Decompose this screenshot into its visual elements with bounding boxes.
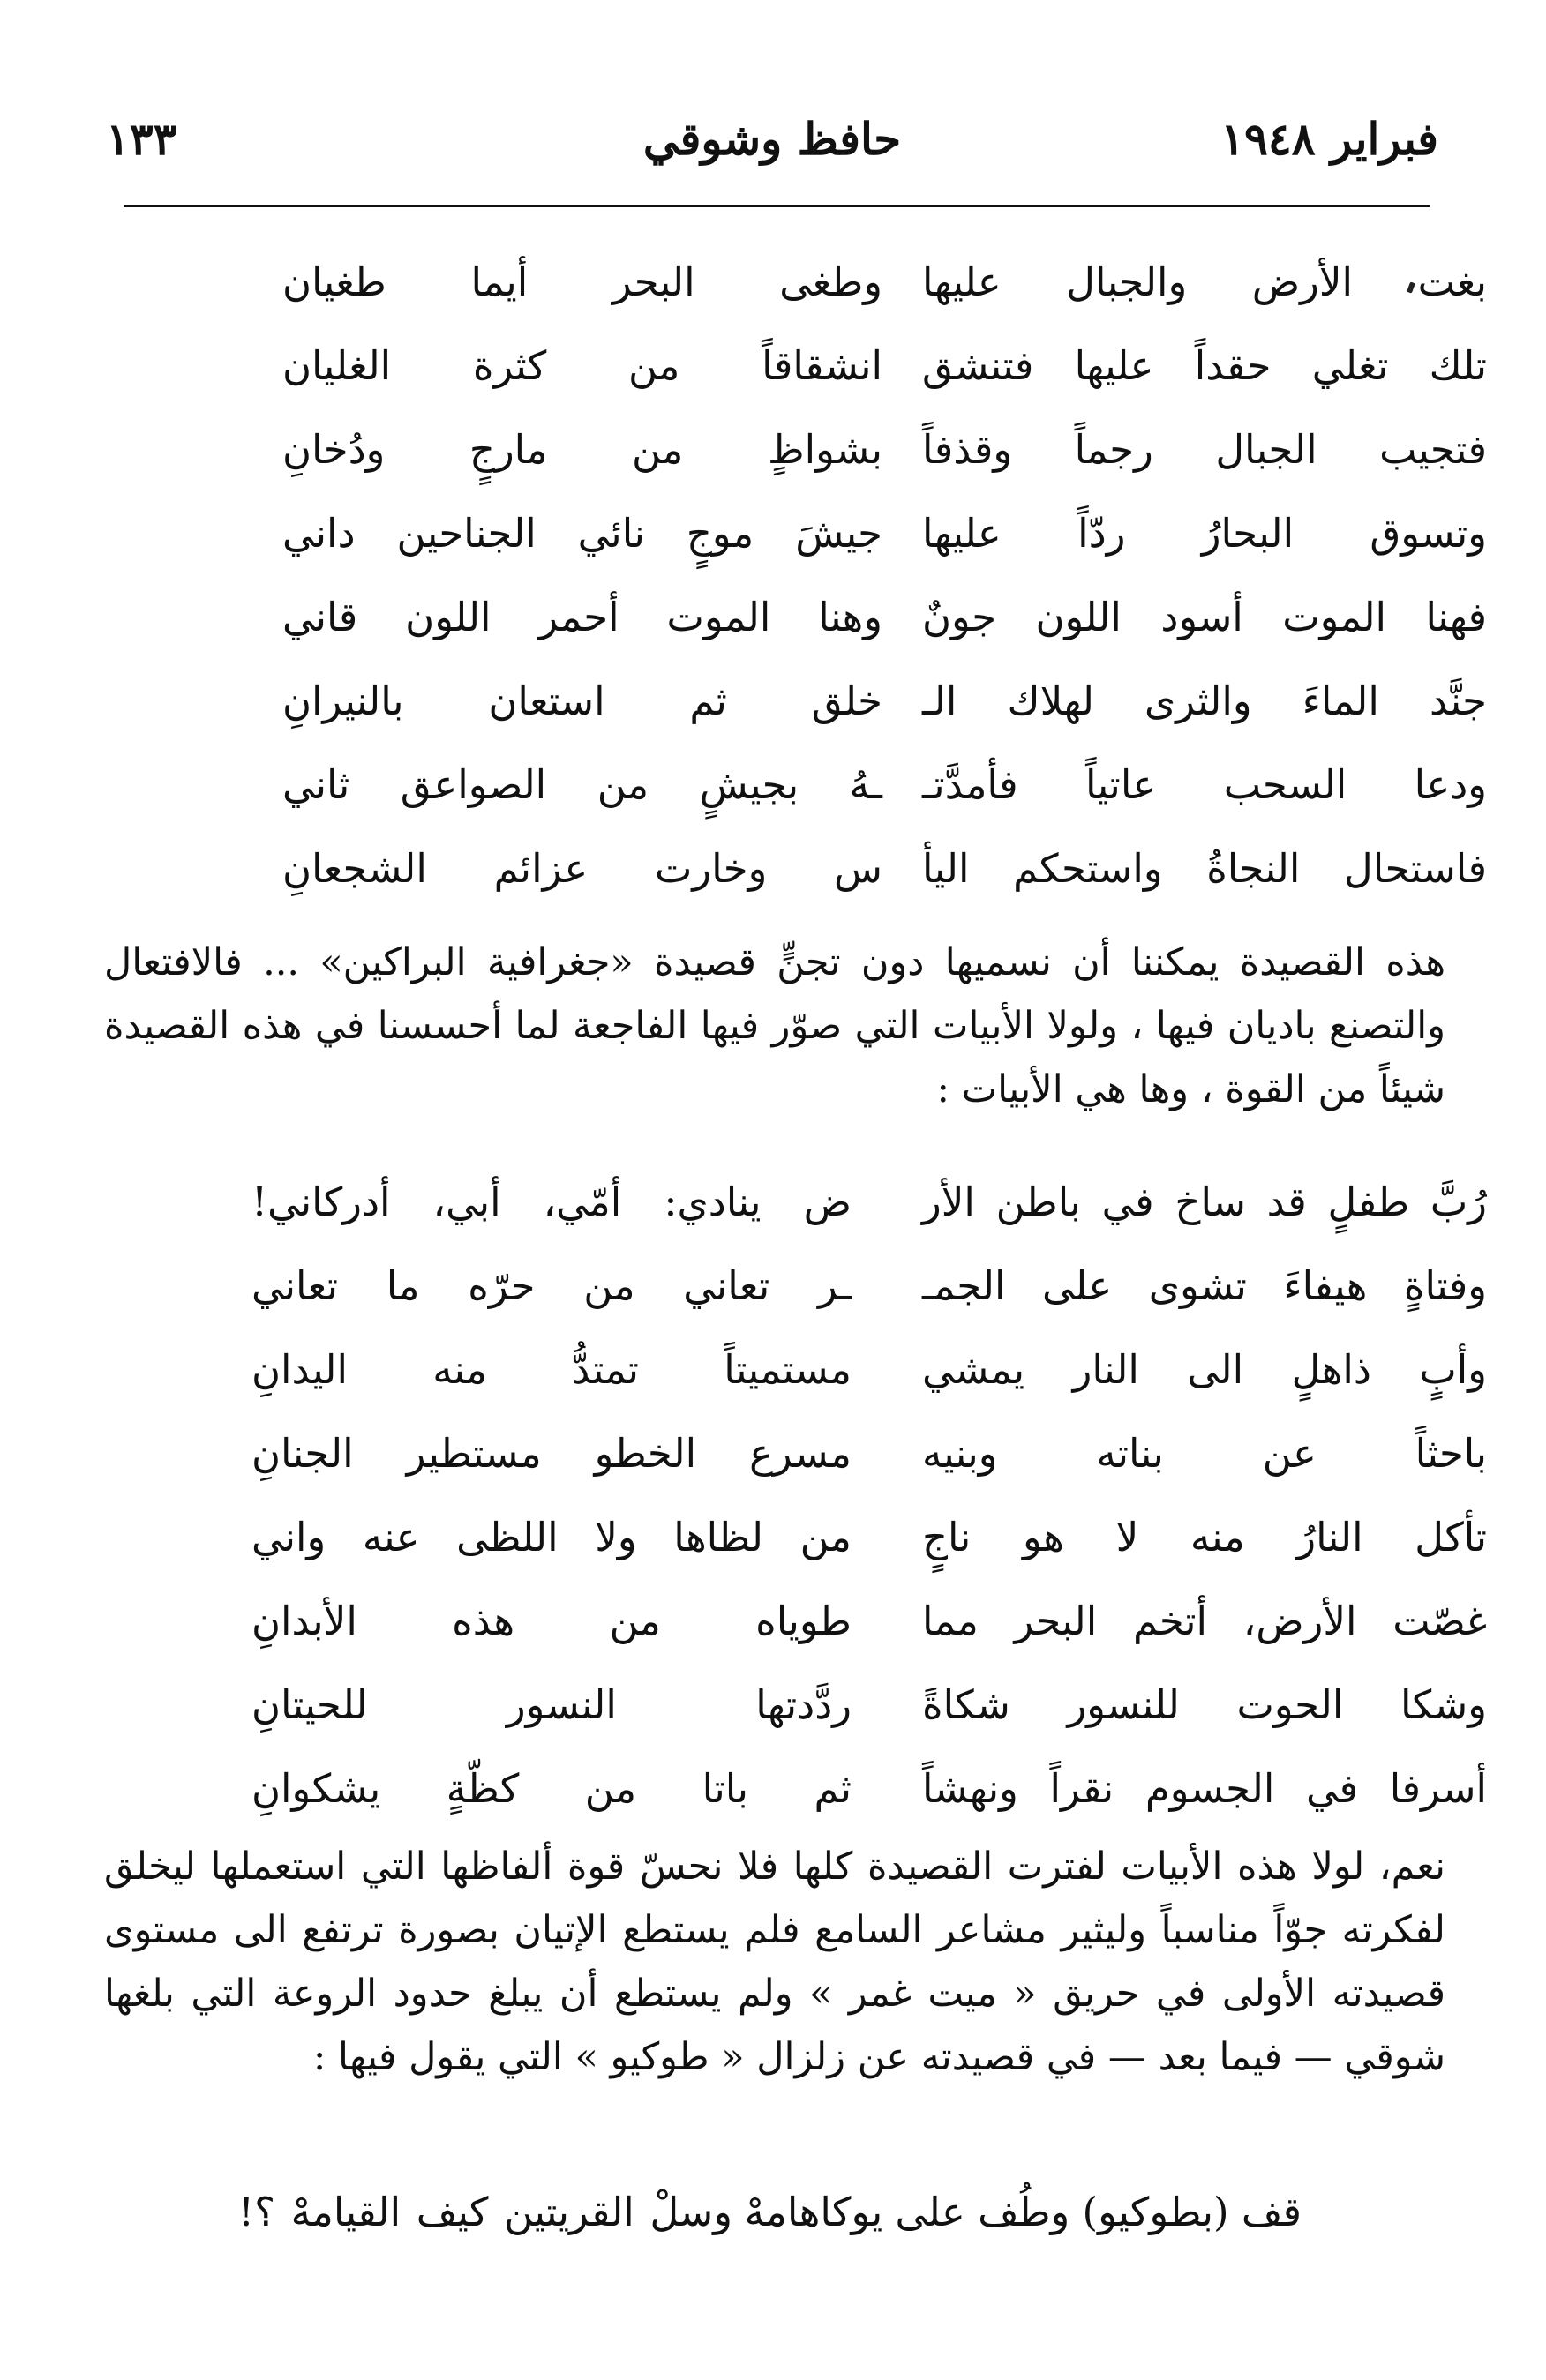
- hemistich-first: جنَّد الماءَ والثرى لهلاك الـ: [922, 677, 1487, 724]
- hemistich-second: جيشَ موجٍ نائي الجناحين داني: [282, 510, 882, 557]
- hemistich-first: غصّت الأرض، أتخم البحر مما: [922, 1598, 1487, 1644]
- hemistich-first: ودعا السحب عاتياً فأمدَّتـ: [922, 761, 1487, 808]
- hemistich-second: مستميتاً تمتدُّ منه اليدانِ: [251, 1346, 852, 1393]
- hemistich-first: وأبٍ ذاهلٍ الى النار يمشي: [922, 1346, 1487, 1393]
- verse-line: [282, 491, 1487, 575]
- verse-line: [251, 1411, 1487, 1495]
- hemistich-second: انشقاقاً من كثرة الغليان: [282, 342, 882, 389]
- verse-line: [282, 575, 1487, 659]
- hemistich-second: من لظاها ولا اللظى عنه واني: [251, 1514, 852, 1560]
- verse-line: [282, 240, 1487, 324]
- verse-line: [251, 1747, 1487, 1830]
- hemistich-first: تلك تغلي حقداً عليها فتنشق: [922, 342, 1487, 389]
- hemistich-first: وتسوق البحارُ ردّاً عليها: [922, 510, 1487, 557]
- hemistich-first: فاستحال النجاةُ واستحكم اليأ: [922, 845, 1487, 892]
- hemistich-second: ردَّدتها النسور للحيتانِ: [251, 1681, 852, 1728]
- hemistich-second: س وخارت عزائم الشجعانِ: [282, 845, 882, 892]
- hemistich-first: فهنا الموت أسود اللون جونٌ: [922, 594, 1487, 640]
- hemistich-second: بشواظٍ من مارجٍ ودُخانِ: [282, 426, 882, 473]
- hemistich-first: رُبَّ طفلٍ قد ساخ في باطن الأر: [922, 1179, 1487, 1225]
- page-number: ١٣٣: [106, 113, 177, 165]
- hemistich-second: ـهُ بجيشٍ من الصواعق ثاني: [282, 761, 882, 808]
- hemistich-second: وطغى البحر أيما طغيان: [282, 258, 882, 305]
- hemistich-first: فتجيب الجبال رجماً وقذفاً: [922, 426, 1487, 473]
- verse-line: [282, 827, 1487, 910]
- verse-line: [251, 1579, 1487, 1663]
- paragraph-1: هذه القصيدة يمكننا أن نسميها دون تجنٍّ قصيدة «جغرافية البراكين» ... فالافتعال والتصنع باديان فيها ، ولولا الأبيات التي صوّر فيها الفاجعة لما أحسسنا في هذه القصيدة شيئاً من القوة ، وها هي الأبيات :: [104, 940, 1445, 1111]
- header-date: فبراير ١٩٤٨: [1220, 113, 1438, 165]
- hemistich-first: وفتاةٍ هيفاءَ تشوى على الجمـ: [922, 1262, 1487, 1309]
- verse-line: [251, 1663, 1487, 1747]
- page-header: [106, 104, 1438, 175]
- header-rule: [124, 205, 1430, 207]
- verse-line: [282, 324, 1487, 408]
- hemistich-first: تأكل النارُ منه لا هو ناجٍ: [922, 1514, 1487, 1560]
- verse-line: [238, 2170, 1302, 2254]
- hemistich-second: وهنا الموت أحمر اللون قاني: [282, 594, 882, 640]
- hemistich-first: وشكا الحوت للنسور شكاةً: [922, 1681, 1487, 1728]
- closing-verse: [238, 2170, 1302, 2254]
- hemistich-first: باحثاً عن بناته وبنيه: [922, 1430, 1487, 1477]
- poem-1: [282, 240, 1487, 910]
- verse-line: [282, 408, 1487, 491]
- verse-line: [282, 659, 1487, 743]
- hemistich-first: أسرفا في الجسوم نقراً ونهشاً: [922, 1765, 1487, 1812]
- paragraph-2: نعم، لولا هذه الأبيات لفترت القصيدة كلها فلا نحسّ قوة ألفاظها التي استعملها ليخلق لفكرته جوّاً مناسباً وليثير مشاعر السامع فلم يستطع الإتيان بصورة ترتفع الى مستوى قصيدته الأولى في حريق « ميت غمر » ولم يستطع أن يبلغ حدود الروعة التي بلغها شوقي — فيما بعد — في قصيدته عن زلزال « طوكيو » التي يقول فيها :: [104, 1845, 1445, 2079]
- hemistich-second: ثم باتا من كظّةٍ يشكوانِ: [251, 1765, 852, 1812]
- hemistich-second: مسرع الخطو مستطير الجنانِ: [251, 1430, 852, 1477]
- hemistich-first: قف (بطوكيو) وطُف على يوكاهامهْ: [744, 2189, 1302, 2235]
- hemistich-first: بغت الأرض والجبال عليها: [922, 258, 1487, 305]
- hemistich-second: ـر تعاني من حرّه ما تعاني: [251, 1262, 852, 1309]
- verse-line: [251, 1160, 1487, 1244]
- hemistich-second: ض ينادي: أمّي، أبي، أدركاني!: [251, 1179, 852, 1225]
- hemistich-second: طوياه من هذه الأبدانِ: [251, 1598, 852, 1644]
- hemistich-second: خلق ثم استعان بالنيرانِ: [282, 677, 882, 724]
- verse-line: [251, 1495, 1487, 1579]
- poem-2: [251, 1160, 1487, 1830]
- verse-line: [251, 1244, 1487, 1328]
- header-title: حافظ وشوقي: [642, 113, 902, 165]
- verse-line: [251, 1328, 1487, 1411]
- hemistich-second: وسلْ القريتين كيف القيامهْ ؟!: [238, 2189, 732, 2235]
- verse-line: [282, 743, 1487, 827]
